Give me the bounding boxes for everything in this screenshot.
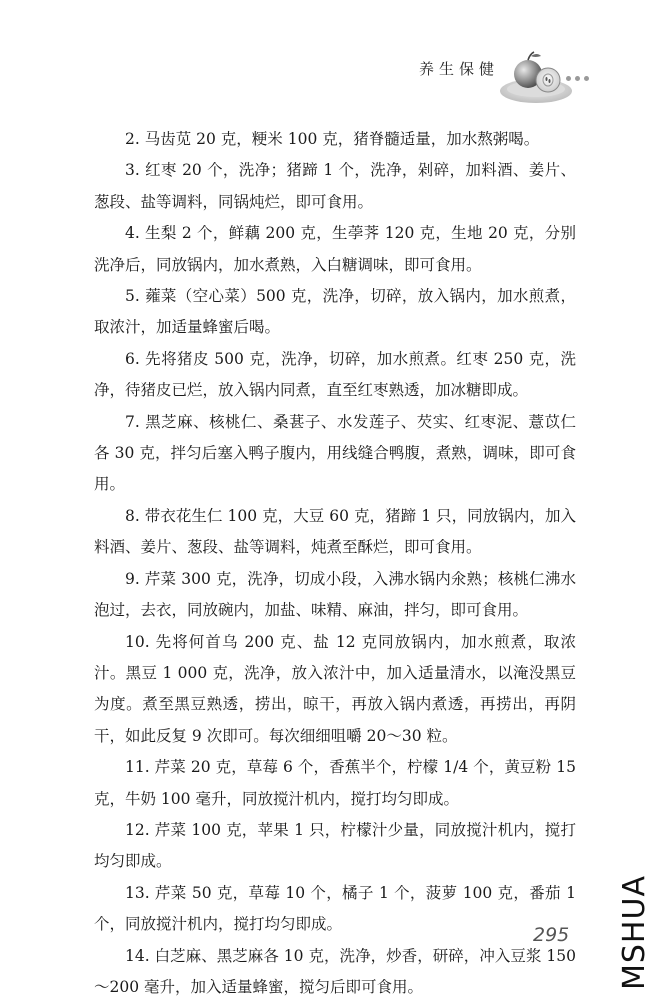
apple-on-plate-icon (498, 44, 576, 106)
recipe-paragraph: 6. 先将猪皮 500 克，洗净，切碎，加水煎煮。红枣 250 克，洗净，待猪皮已烂，放入锅内同煮，直至红枣熟透，加冰糖即成。 (94, 349, 576, 400)
recipe-paragraph: 8. 带衣花生仁 100 克，大豆 60 克，猪蹄 1 只，同放锅内，加入料酒、姜片、葱段、盐等调料，炖煮至酥烂，即可食用。 (94, 506, 576, 557)
dot (584, 76, 589, 81)
recipe-paragraph: 3. 红枣 20 个，洗净；猪蹄 1 个，洗净，剁碎，加料酒、姜片、葱段、盐等调料，同锅炖烂，即可食用。 (94, 161, 576, 211)
recipe-list (94, 124, 576, 1003)
recipe-paragraph: 9. 芹菜 300 克，洗净，切成小段，入沸水锅内氽熟；核桃仁沸水泡过，去衣，同放碗内，加盐、味精、麻油，拌匀，即可食用。 (94, 569, 576, 620)
recipe-paragraph: 7. 黑芝麻、核桃仁、桑葚子、水发莲子、芡实、红枣泥、薏苡仁各 30 克，拌匀后塞入鸭子腹内，用线缝合鸭腹，煮熟，调味，即可食用。 (94, 412, 576, 494)
dot (566, 76, 571, 81)
section-title: 养生保健 (419, 60, 500, 78)
watermark (610, 860, 660, 990)
header-dots (566, 76, 589, 81)
recipe-paragraph: 11. 芹菜 20 克，草莓 6 个，香蕉半个，柠檬 1/4 个，黄豆粉 15 克，牛奶 100 毫升，同放搅汁机内，搅打均匀即成。 (94, 758, 576, 808)
recipe-paragraph: 12. 芹菜 100 克，苹果 1 只，柠檬汁少量，同放搅汁机内，搅打均匀即成。 (94, 820, 576, 871)
page-header (0, 0, 662, 110)
recipe-paragraph: 14. 白芝麻、黑芝麻各 10 克，洗净，炒香，研碎，冲入豆浆 150～200 毫升，加入适量蜂蜜，搅匀后即可食用。 (94, 946, 576, 996)
recipe-paragraph: 5. 蕹菜（空心菜）500 克，洗净，切碎，放入锅内，加水煎煮，取浓汁，加适量蜂蜜后喝。 (94, 287, 576, 337)
watermark-text: MSHUA (617, 875, 652, 990)
page-number: 295 (533, 924, 570, 946)
recipe-paragraph: 4. 生梨 2 个，鲜藕 200 克，生荸荠 120 克，生地 20 克，分别洗净后，同放锅内，加水煮熟，入白糖调味，即可食用。 (94, 224, 576, 274)
dot (575, 76, 580, 81)
recipe-paragraph: 10. 先将何首乌 200 克、盐 12 克同放锅内，加水煎煮，取浓汁。黑豆 1 000 克，洗净，放入浓汁中，加入适量清水，以淹没黑豆为度。煮至黑豆熟透，捞出，晾干，再放入锅内煮透，再捞出，再阴干，如此反复 9 次即可。每次细细咀嚼 20～30 粒。 (94, 632, 576, 745)
recipe-paragraph: 13. 芹菜 50 克，草莓 10 个，橘子 1 个，菠萝 100 克，番茄 1 个，同放搅汁机内，搅打均匀即成。 (94, 883, 576, 934)
recipe-paragraph: 2. 马齿苋 20 克，粳米 100 克，猪脊髓适量，加水熬粥喝。 (125, 130, 540, 148)
